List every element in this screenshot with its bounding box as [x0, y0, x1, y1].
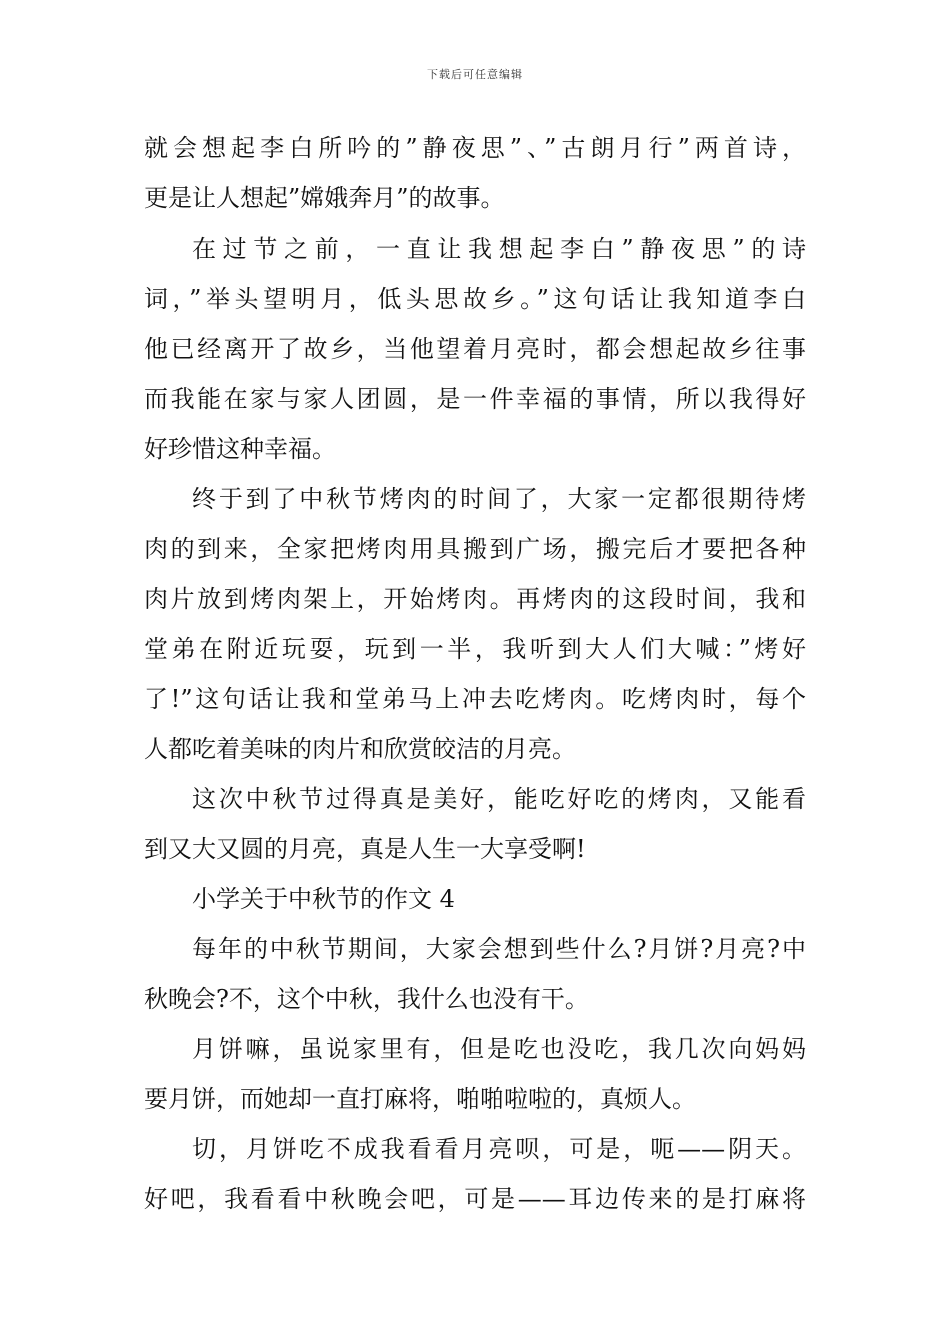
text-line: 秋晚会?不，这个中秋，我什么也没有干。: [144, 985, 589, 1013]
section-heading: 小学关于中秋节的作文 4: [192, 885, 455, 913]
text-line: 了!”这句话让我和堂弟马上冲去吃烤肉。吃烤肉时，每个: [144, 685, 806, 713]
text-line: 人都吃着美味的肉片和欣赏皎洁的月亮。: [144, 735, 576, 763]
text-line: 而我能在家与家人团圆，是一件幸福的事情，所以我得好: [144, 385, 806, 413]
text-line: 到又大又圆的月亮，真是人生一大享受啊!: [144, 835, 586, 863]
text-line: 终于到了中秋节烤肉的时间了，大家一定都很期待烤: [192, 485, 806, 513]
text-line: 月饼嘛，虽说家里有，但是吃也没吃，我几次向妈妈: [192, 1035, 806, 1063]
text-line: 肉片放到烤肉架上，开始烤肉。再烤肉的这段时间，我和: [144, 585, 806, 613]
text-line: 更是让人想起”嫦娥奔月”的故事。: [144, 184, 505, 212]
text-line: 就会想起李白所吟的”静夜思”、”古朗月行”两首诗，: [144, 134, 806, 162]
text-line: 要月饼，而她却一直打麻将，啪啪啦啦的，真烦人。: [144, 1085, 696, 1113]
text-line: 好吧，我看看中秋晚会吧，可是——耳边传来的是打麻将: [144, 1185, 806, 1213]
text-line: 词，”举头望明月，低头思故乡。”这句话让我知道李白: [144, 285, 806, 313]
text-line: 在过节之前，一直让我想起李白”静夜思”的诗: [192, 235, 806, 263]
page-header: 下载后可任意编辑: [427, 68, 523, 81]
text-line: 堂弟在附近玩耍，玩到一半，我听到大人们大喊：”烤好: [144, 635, 806, 663]
text-line: 切，月饼吃不成我看看月亮呗，可是，呃——阴天。: [192, 1135, 806, 1163]
text-line: 每年的中秋节期间，大家会想到些什么?月饼?月亮?中: [192, 935, 806, 963]
text-line: 这次中秋节过得真是美好，能吃好吃的烤肉，又能看: [192, 785, 806, 813]
text-line: 好珍惜这种幸福。: [144, 435, 336, 463]
text-line: 肉的到来，全家把烤肉用具搬到广场，搬完后才要把各种: [144, 535, 806, 563]
text-line: 他已经离开了故乡，当他望着月亮时，都会想起故乡往事: [144, 335, 806, 363]
